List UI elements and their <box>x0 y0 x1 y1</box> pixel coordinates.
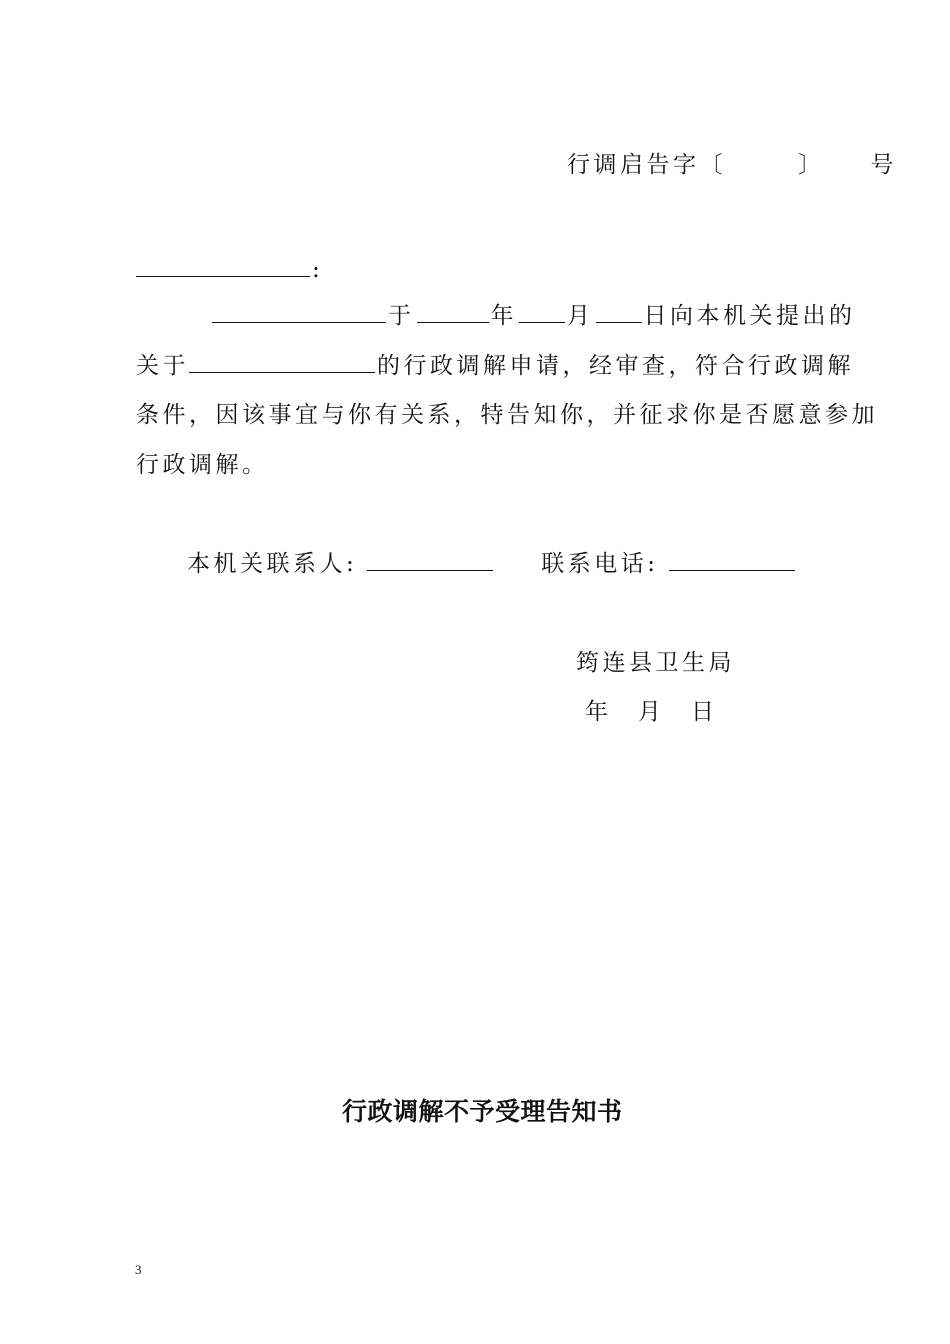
text-line2-tail: 的行政调解申请，经审查，符合行政调解 <box>377 353 854 379</box>
text-yu: 于 <box>388 303 415 329</box>
doc-number-close-bracket: 〕 <box>798 152 825 178</box>
document-number <box>567 150 897 180</box>
next-document-title: 行政调解不予受理告知书 <box>342 1097 623 1126</box>
text-ri-tail: 日向本机关提出的 <box>643 303 856 329</box>
applicant-blank <box>212 300 386 323</box>
text-yue: 月 <box>567 303 594 329</box>
addressee-line <box>136 254 323 285</box>
signature-org: 筠连县卫生局 <box>576 650 735 676</box>
doc-number-prefix: 行调启告字〔 <box>567 152 726 178</box>
paragraph-line-1 <box>212 300 856 331</box>
signature-date: 年 月 日 <box>585 699 718 725</box>
paragraph-line-2 <box>136 350 854 381</box>
contact-phone-blank <box>669 548 795 571</box>
matter-blank <box>189 350 375 373</box>
month-blank <box>519 300 565 323</box>
addressee-colon: : <box>312 257 324 283</box>
contact-person-blank <box>367 548 493 571</box>
paragraph-line-4: 行政调解。 <box>136 452 269 478</box>
paragraph-line-3: 条件，因该事宜与你有关系，特告知你，并征求你是否愿意参加 <box>136 402 878 428</box>
year-blank <box>417 300 489 323</box>
text-guanyu: 关于 <box>136 353 189 379</box>
text-nian: 年 <box>490 303 517 329</box>
day-blank <box>596 300 642 323</box>
contact-line <box>187 548 797 579</box>
doc-number-suffix: 号 <box>870 152 897 178</box>
contact-phone-label: 联系电话: <box>541 551 659 577</box>
page-number: 3 <box>135 1262 142 1277</box>
addressee-blank <box>136 254 310 277</box>
contact-person-label: 本机关联系人: <box>187 551 358 577</box>
